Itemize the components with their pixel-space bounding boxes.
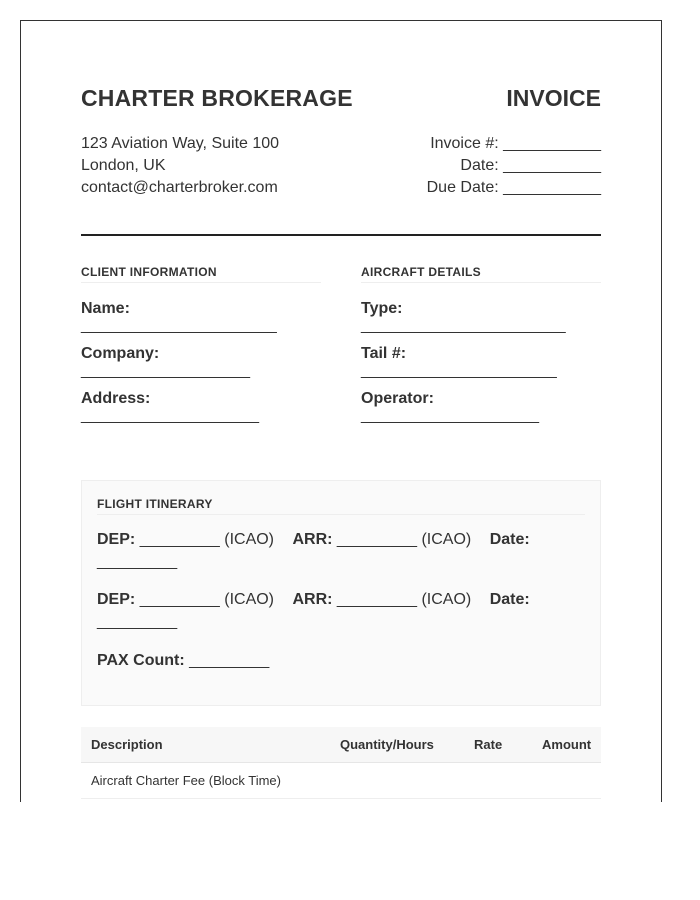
invoice-page <box>20 20 662 802</box>
client-company-field[interactable] <box>81 345 321 390</box>
leg-2-arr-icao: (ICAO) <box>421 591 472 608</box>
client-address-blank[interactable]: ____________________ <box>81 407 259 424</box>
client-address-field[interactable] <box>81 390 321 435</box>
invoice-meta <box>427 133 601 199</box>
leg-1-dep-blank[interactable]: _________ <box>139 531 220 548</box>
aircraft-operator-field[interactable] <box>361 390 601 435</box>
company-email: contact@charterbroker.com <box>81 179 278 196</box>
leg-1-row <box>97 529 530 551</box>
client-name-field[interactable] <box>81 300 321 345</box>
leg-2-arr-blank[interactable]: _________ <box>336 591 418 608</box>
leg-1-arr-icao: (ICAO) <box>421 531 472 548</box>
client-company-blank[interactable]: ___________________ <box>81 362 251 379</box>
leg-2-date-row <box>97 611 177 633</box>
aircraft-details-heading: AIRCRAFT DETAILS <box>361 265 601 283</box>
leg-1-dep-icao: (ICAO) <box>224 531 275 548</box>
aircraft-details-section <box>361 265 601 435</box>
leg-2-dep-blank[interactable]: _________ <box>139 591 220 608</box>
invoice-due-date-field[interactable]: Due Date: ___________ <box>426 179 601 196</box>
header-rate: Rate <box>474 737 503 752</box>
flight-itinerary-heading: FLIGHT ITINERARY <box>97 497 585 515</box>
line-items-table <box>81 727 601 799</box>
invoice-date-field[interactable]: Date: ___________ <box>460 157 601 174</box>
leg-1-date-blank[interactable]: _________ <box>97 553 178 570</box>
header-description: Description <box>91 737 163 752</box>
company-name: CHARTER BROKERAGE <box>81 85 353 111</box>
header-quantity-hours: Quantity/Hours <box>340 737 434 752</box>
leg-2-arr-label: ARR: <box>292 591 333 608</box>
leg-2-date-blank[interactable]: _________ <box>97 613 178 630</box>
client-address-label: Address: <box>81 390 151 407</box>
table-row <box>81 763 601 799</box>
pax-count-row <box>97 650 269 672</box>
pax-count-label: PAX Count: <box>97 652 185 669</box>
header-amount: Amount <box>542 737 592 752</box>
leg-1-date-label: Date: <box>489 531 530 548</box>
leg-1-date-row <box>97 551 177 573</box>
aircraft-tail-blank[interactable]: ______________________ <box>361 362 557 379</box>
header-divider <box>81 234 601 236</box>
client-information-section <box>81 265 321 435</box>
aircraft-type-label: Type: <box>361 300 403 317</box>
leg-2-date-label: Date: <box>489 591 530 608</box>
aircraft-type-blank[interactable]: _______________________ <box>361 317 566 334</box>
company-address <box>81 133 279 199</box>
client-company-label: Company: <box>81 345 160 362</box>
invoice-number-field[interactable]: Invoice #: ___________ <box>430 135 601 152</box>
pax-count-blank[interactable]: _________ <box>189 652 270 669</box>
flight-itinerary-section <box>81 480 601 706</box>
leg-2-dep-label: DEP: <box>97 591 136 608</box>
table-header-row <box>81 727 601 763</box>
leg-1-arr-label: ARR: <box>292 531 333 548</box>
client-name-blank[interactable]: ______________________ <box>81 317 277 334</box>
aircraft-tail-label: Tail #: <box>361 345 407 362</box>
aircraft-operator-blank[interactable]: ____________________ <box>361 407 539 424</box>
aircraft-operator-label: Operator: <box>361 390 434 407</box>
leg-2-row <box>97 589 530 611</box>
address-line-1: 123 Aviation Way, Suite 100 <box>81 135 280 152</box>
leg-1-arr-blank[interactable]: _________ <box>336 531 418 548</box>
aircraft-type-field[interactable] <box>361 300 601 345</box>
client-name-label: Name: <box>81 300 130 317</box>
invoice-title: INVOICE <box>506 85 601 111</box>
leg-1-dep-label: DEP: <box>97 531 136 548</box>
aircraft-tail-field[interactable] <box>361 345 601 390</box>
row-description: Aircraft Charter Fee (Block Time) <box>91 773 281 788</box>
client-information-heading: CLIENT INFORMATION <box>81 265 321 283</box>
address-line-2: London, UK <box>81 157 166 174</box>
leg-2-dep-icao: (ICAO) <box>224 591 275 608</box>
